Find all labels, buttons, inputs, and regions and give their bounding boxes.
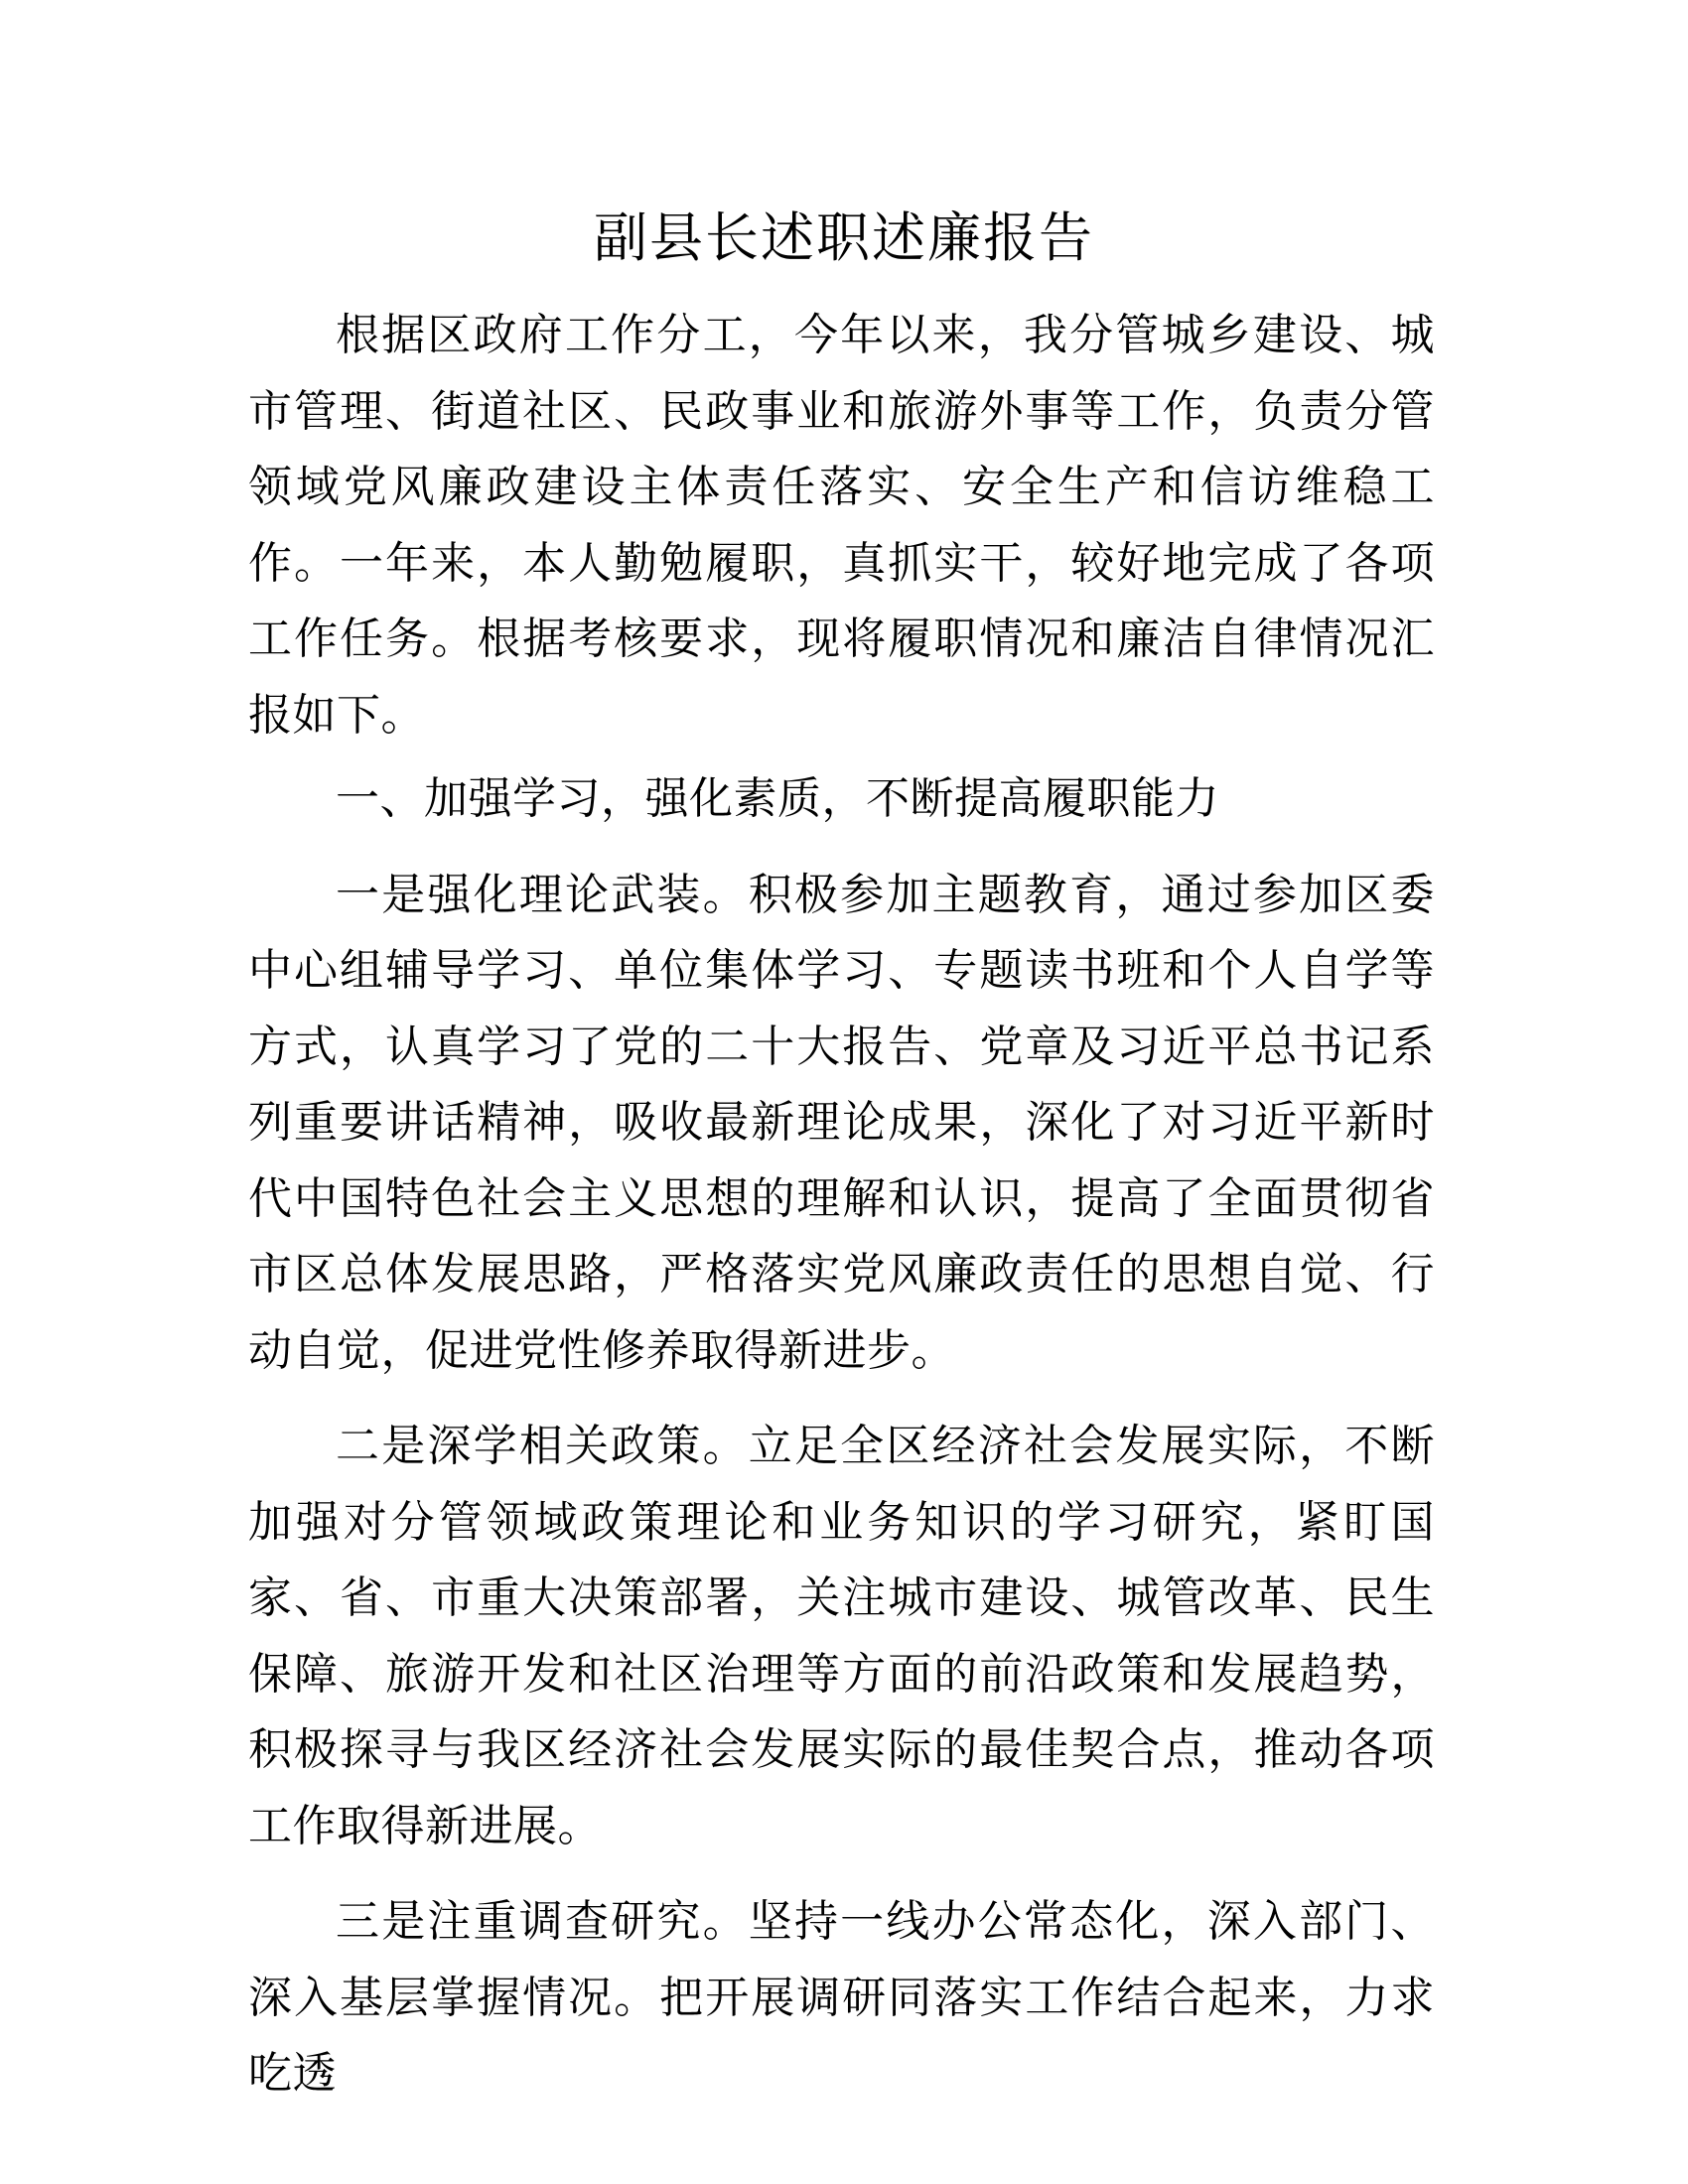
document-title: 副县长述职述廉报告	[594, 206, 1094, 269]
paragraph-intro: 根据区政府工作分工，今年以来，我分管城乡建设、城市管理、街道社区、民政事业和旅游外事等工作，负责分管领域党风廉政建设主体责任落实、安全生产和信访维稳工作。一年来，本人勤勉履职，真抓实干，较好地完成了各项工作任务。根据考核要求，现将履职情况和廉洁自律情况汇报如下。	[248, 310, 1435, 741]
paragraph-policy-study: 二是深学相关政策。立足全区经济社会发展实际，不断加强对分管领域政策理论和业务知识的学习研究，紧盯国家、省、市重大决策部署，关注城市建设、城管改革、民生保障、旅游开发和社区治理等方面的前沿政策和发展趋势，积极探寻与我区经济社会发展实际的最佳契合点，推动各项工作取得新进展。	[248, 1421, 1435, 1851]
paragraph-investigation: 三是注重调查研究。坚持一线办公常态化，深入部门、深入基层掌握情况。把开展调研同落实工作结合起来，力求吃透	[248, 1896, 1435, 2099]
paragraph-theory-study: 一是强化理论武装。积极参加主题教育，通过参加区委中心组辅导学习、单位集体学习、专题读书班和个人自学等方式，认真学习了党的二十大报告、党章及习近平总书记系列重要讲话精神，吸收最新理论成果，深化了对习近平新时代中国特色社会主义思想的理解和认识，提高了全面贯彻省市区总体发展思路，严格落实党风廉政责任的思想自觉、行动自觉，促进党性修养取得新进步。	[248, 869, 1435, 1376]
section-heading-1: 一、加强学习，强化素质，不断提高履职能力	[336, 773, 1219, 824]
document-body	[248, 298, 1435, 2113]
